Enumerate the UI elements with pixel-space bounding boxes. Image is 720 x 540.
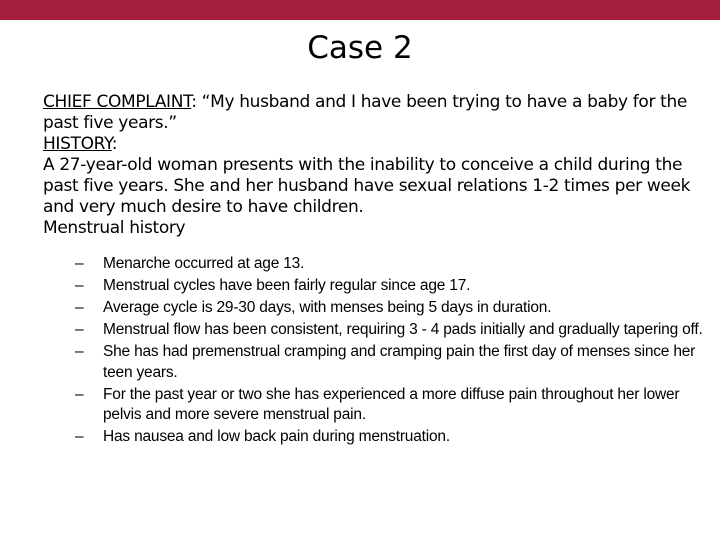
menstrual-history-list <box>75 254 715 449</box>
list-item <box>75 276 715 297</box>
chief-complaint-label: CHIEF COMPLAINT <box>43 92 192 112</box>
case-body <box>43 92 698 239</box>
list-item-text: She has had premenstrual cramping and cramping pain the first day of menses since her teen years. <box>103 343 696 381</box>
list-item <box>75 342 715 383</box>
dash-bullet: – <box>75 343 84 360</box>
list-item-text: For the past year or two she has experienced a more diffuse pain throughout her lower pelvis and more severe menstrual pain. <box>103 385 680 423</box>
slide-title: Case 2 <box>307 30 413 66</box>
menstrual-history-heading: Menstrual history <box>43 218 186 238</box>
list-item <box>75 254 715 275</box>
list-item <box>75 385 715 426</box>
list-item <box>75 298 715 319</box>
list-item-text: Average cycle is 29‐30 days, with menses being 5 days in duration. <box>103 299 552 316</box>
dash-bullet: – <box>75 321 84 338</box>
list-item-text: Menstrual flow has been consistent, requiring 3 - 4 pads initially and gradually tapering off. <box>103 321 703 338</box>
dash-bullet: – <box>75 428 84 445</box>
list-item-text: Menarche occurred at age 13. <box>103 255 305 272</box>
dash-bullet: – <box>75 277 84 294</box>
history-label: HISTORY <box>43 134 112 154</box>
chief-complaint-text: : “My husband and I have been trying to have a baby for the past five years.” <box>43 92 688 133</box>
dash-bullet: – <box>75 385 84 403</box>
history-text: A 27-year-old woman presents with the inability to conceive a child during the past five years. She and her husband have sexual relations 1-2 times per week and very much desire to have children. <box>43 155 691 217</box>
list-item <box>75 320 715 341</box>
list-item-text: Menstrual cycles have been fairly regular since age 17. <box>103 277 471 294</box>
history-heading <box>43 134 698 155</box>
history-colon: : <box>111 134 118 154</box>
list-item-text: Has nausea and low back pain during menstruation. <box>103 428 450 445</box>
list-item <box>75 427 715 448</box>
dash-bullet: – <box>75 255 84 272</box>
chief-complaint-paragraph <box>43 92 698 134</box>
dash-bullet: – <box>75 299 84 316</box>
top-accent-bar <box>0 0 720 20</box>
